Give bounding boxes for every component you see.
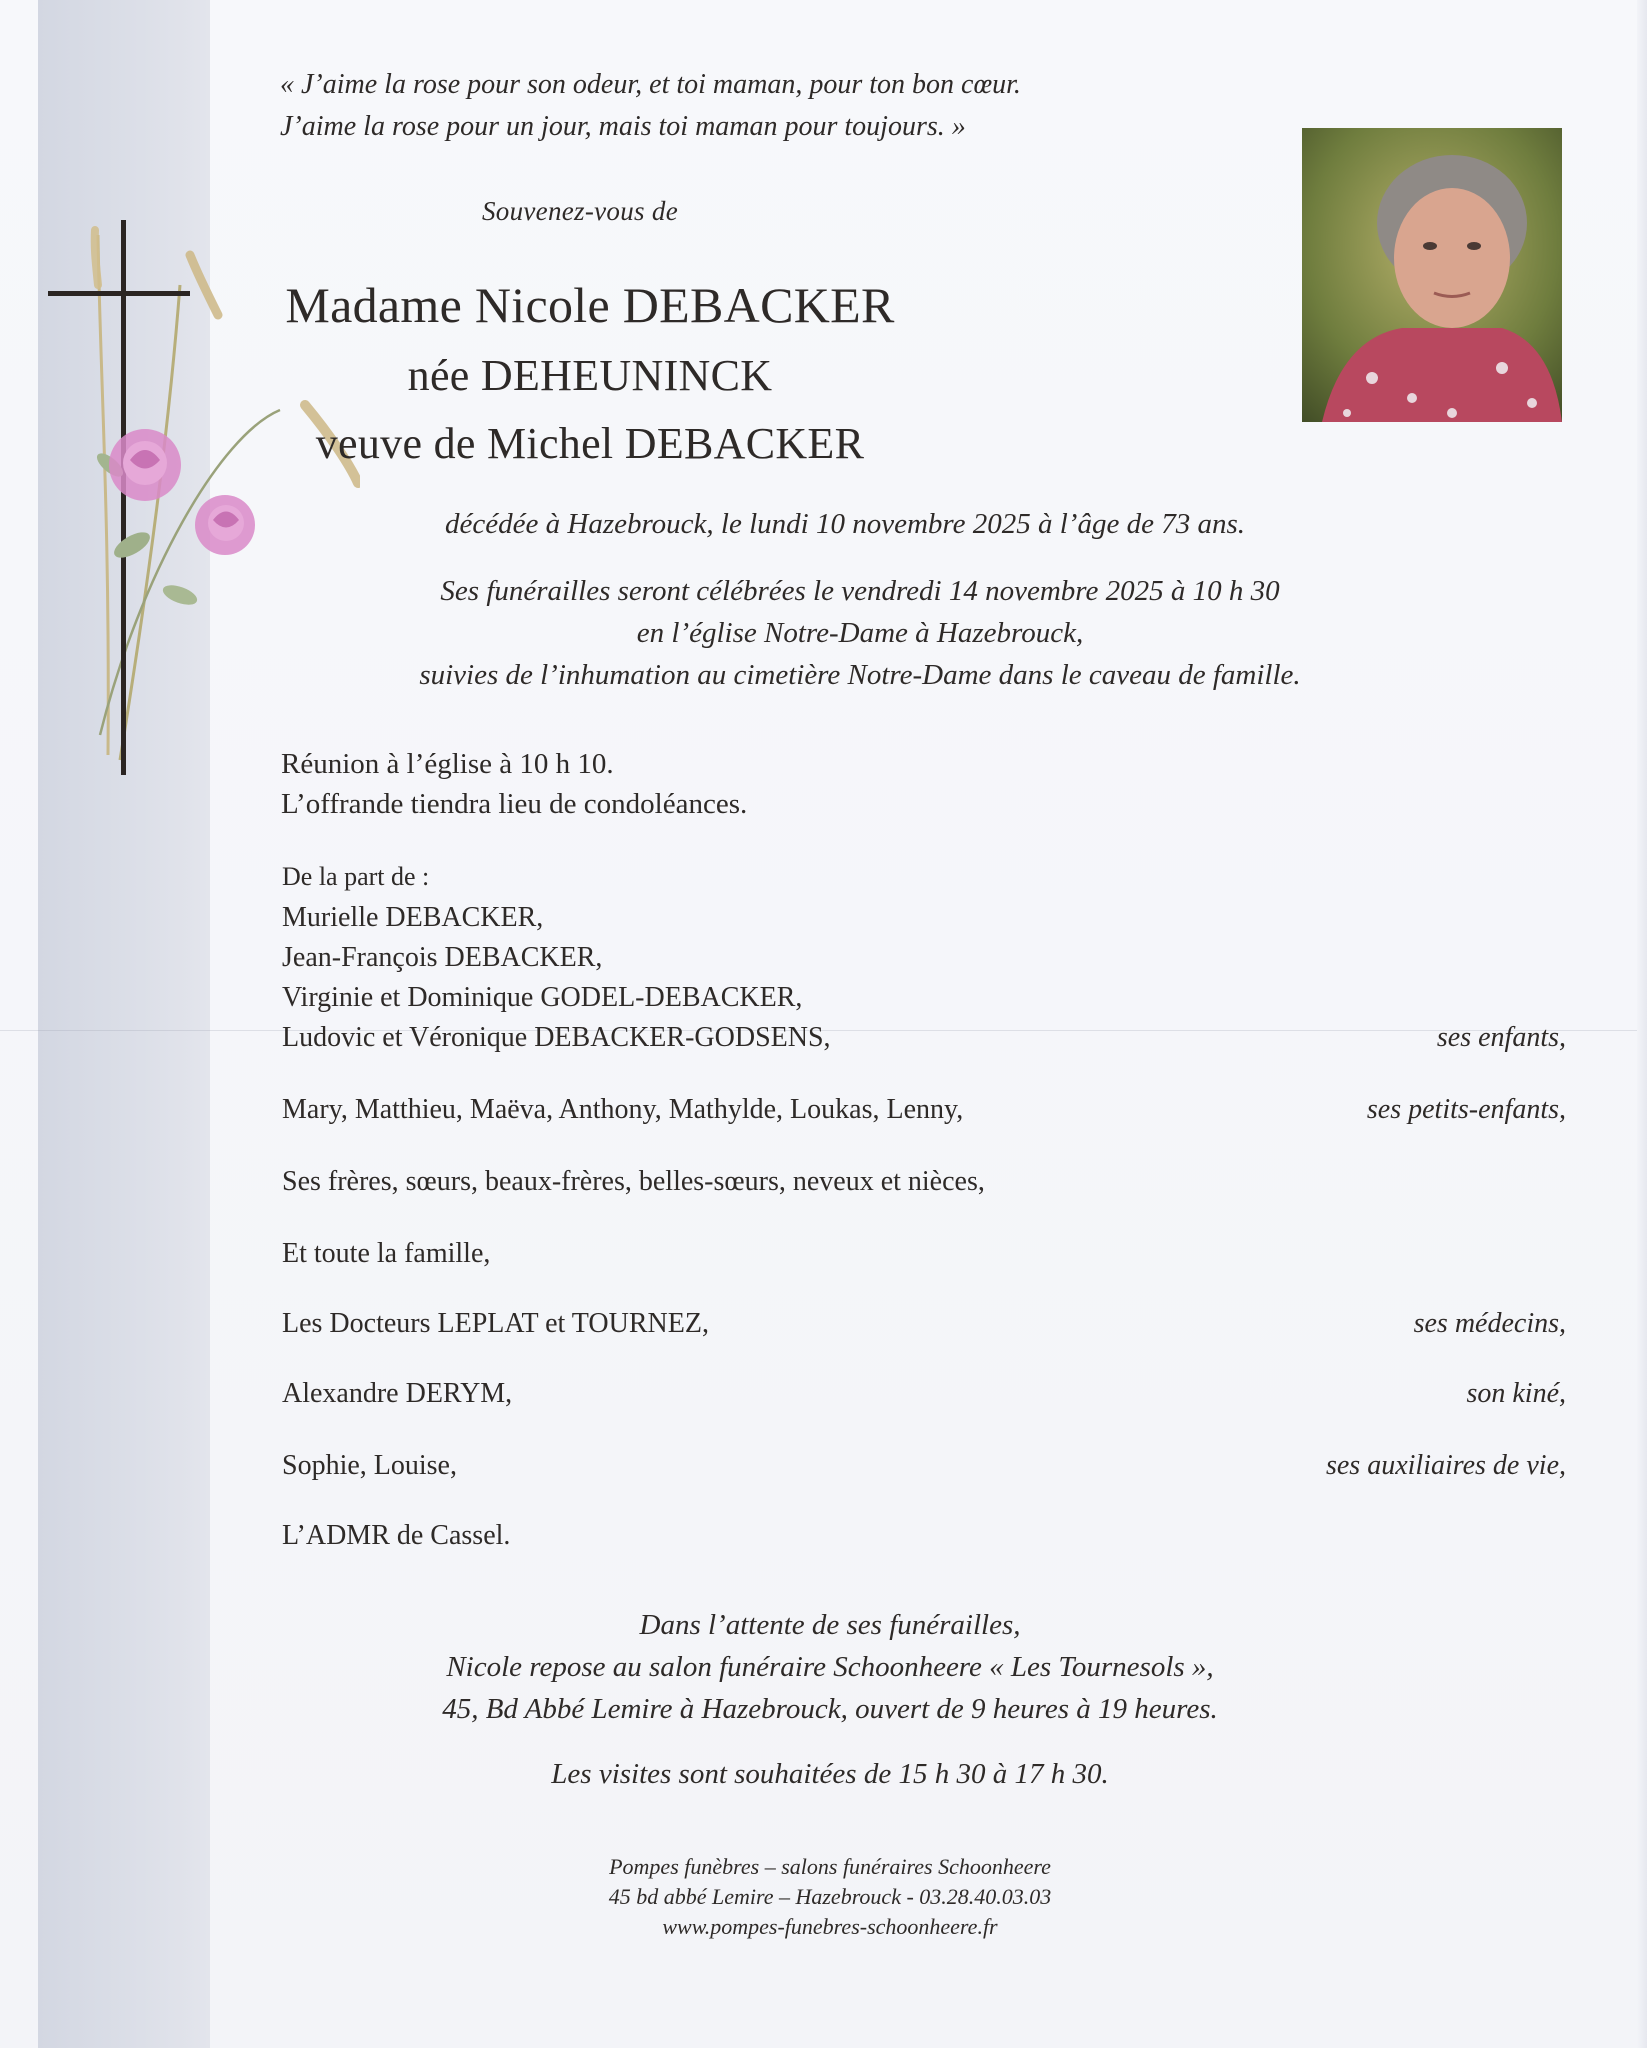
relation-label: ses enfants,: [1436, 1022, 1566, 1053]
funeral-details: [0, 570, 1647, 696]
family-name: Ses frères, sœurs, beaux-frères, belles-sœurs, neveux et nièces,: [282, 1166, 985, 1197]
list-item: [282, 1166, 1566, 1206]
family-name: Murielle DEBACKER,: [282, 902, 544, 933]
list-item: [282, 1450, 1566, 1490]
list-item: [282, 1238, 1566, 1278]
relation-label: ses médecins,: [1413, 1308, 1566, 1339]
list-item: [282, 942, 1566, 982]
widow-of: veuve de Michel DEBACKER: [315, 419, 865, 468]
page-edge: [1637, 0, 1647, 2048]
family-name: Les Docteurs LEPLAT et TOURNEZ,: [282, 1308, 709, 1339]
epigraph-line: « J’aime la rose pour son odeur, et toi maman, pour ton bon cœur.: [280, 69, 1021, 100]
remember-heading: Souvenez-vous de: [482, 196, 678, 226]
deceased-name: Madame Nicole DEBACKER: [285, 277, 895, 333]
family-name: Alexandre DERYM,: [282, 1378, 513, 1409]
family-name: Jean-François DEBACKER,: [282, 942, 603, 973]
visiting-hours: Les visites sont souhaitées de 15 h 30 à 17 h 30.: [551, 1758, 1109, 1790]
meeting-info: [281, 744, 747, 824]
family-name: Et toute la famille,: [282, 1238, 491, 1269]
salon-line: Dans l’attente de ses funérailles,: [639, 1609, 1021, 1641]
footer-line: 45 bd abbé Lemire – Hazebrouck - 03.28.40.03.03: [608, 1884, 1052, 1909]
footer-website: www.pompes-funebres-schoonheere.fr: [662, 1914, 998, 1939]
footer-line: Pompes funèbres – salons funéraires Schoonheere: [609, 1854, 1051, 1879]
funeral-director-footer: [0, 1852, 1647, 1942]
family-name: Virginie et Dominique GODEL-DEBACKER,: [282, 982, 803, 1013]
list-item: [282, 902, 1566, 942]
family-name: Sophie, Louise,: [282, 1450, 457, 1481]
epigraph: [280, 64, 1021, 148]
salon-line: Nicole repose au salon funéraire Schoonheere « Les Tournesols »,: [446, 1651, 1214, 1683]
family-name: Mary, Matthieu, Maëva, Anthony, Mathylde, Loukas, Lenny,: [282, 1094, 964, 1125]
list-item: [282, 982, 1566, 1022]
family-name: L’ADMR de Cassel.: [282, 1520, 511, 1551]
family-intro: De la part de :: [282, 862, 430, 891]
list-item: [282, 1378, 1566, 1418]
maiden-name: née DEHEUNINCK: [407, 351, 773, 400]
portrait-photo: [1302, 128, 1562, 422]
funeral-home-info: [0, 1604, 1647, 1730]
list-item: [282, 1520, 1566, 1560]
death-notice: décédée à Hazebrouck, le lundi 10 novembre 2025 à l’âge de 73 ans.: [445, 508, 1245, 540]
relation-label: son kiné,: [1466, 1378, 1566, 1409]
epigraph-line: J’aime la rose pour un jour, mais toi maman pour toujours. »: [280, 111, 966, 142]
list-item: [282, 1022, 1566, 1062]
family-name: Ludovic et Véronique DEBACKER-GODSENS,: [282, 1022, 831, 1053]
funeral-line: suivies de l’inhumation au cimetière Notre-Dame dans le caveau de famille.: [419, 659, 1301, 691]
relation-label: ses auxiliaires de vie,: [1325, 1450, 1566, 1481]
list-item: [282, 1094, 1566, 1134]
meeting-line: Réunion à l’église à 10 h 10.: [281, 748, 614, 780]
relation-label: ses petits-enfants,: [1366, 1094, 1566, 1125]
funeral-line: Ses funérailles seront célébrées le vendredi 14 novembre 2025 à 10 h 30: [440, 575, 1280, 607]
list-item: [282, 1308, 1566, 1348]
funeral-line: en l’église Notre-Dame à Hazebrouck,: [636, 617, 1084, 649]
meeting-line: L’offrande tiendra lieu de condoléances.: [281, 788, 748, 820]
salon-line: 45, Bd Abbé Lemire à Hazebrouck, ouvert de 9 heures à 19 heures.: [442, 1693, 1218, 1725]
family-intro-row: [282, 862, 1566, 902]
